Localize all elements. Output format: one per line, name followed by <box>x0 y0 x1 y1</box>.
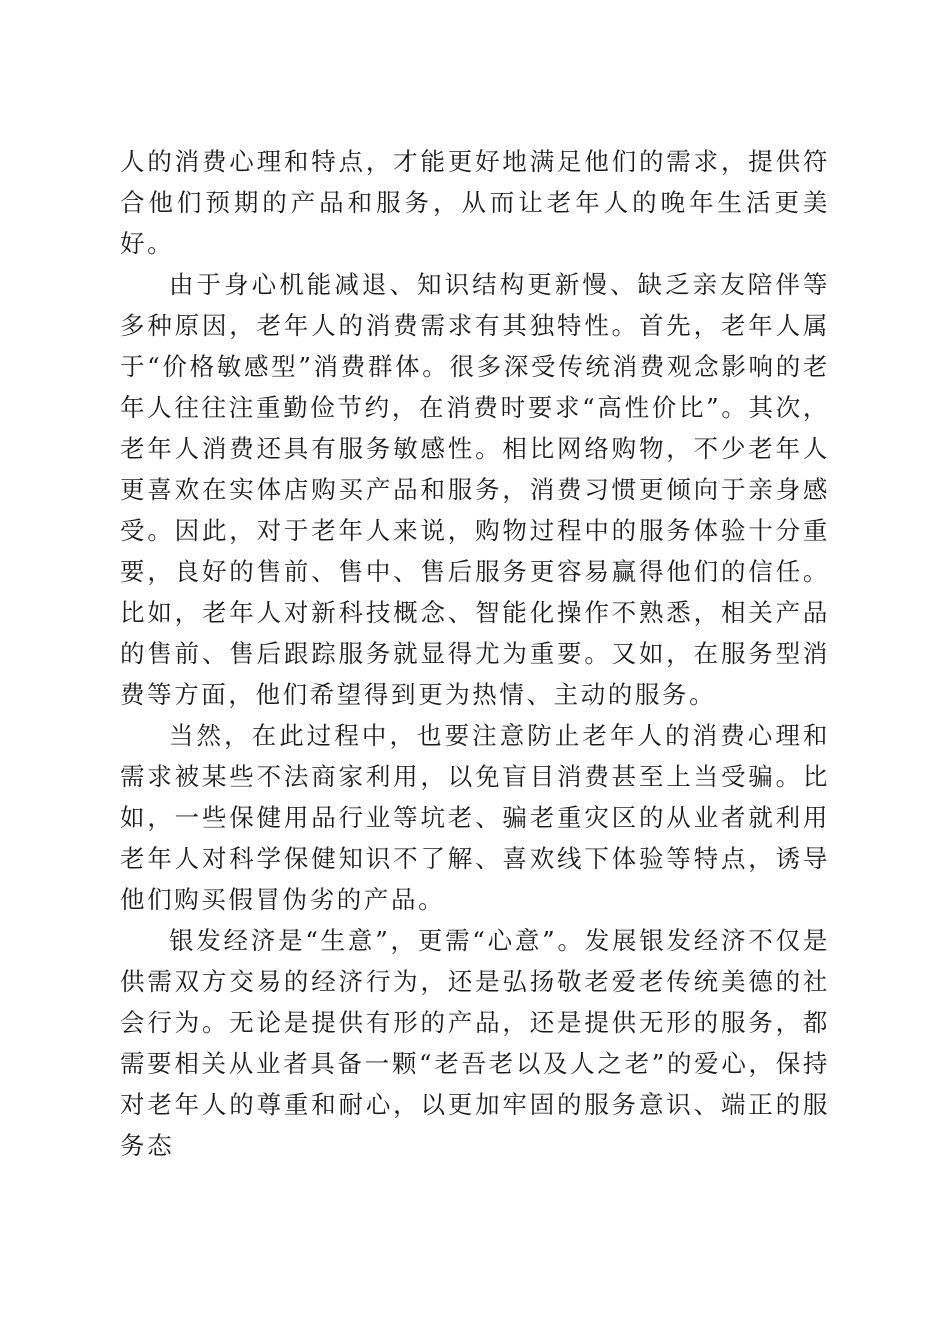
paragraph-fraud-warning: 当然，在此过程中，也要注意防止老年人的消费心理和需求被某些不法商家利用，以免盲目消费甚至上当受骗。比如，一些保健用品行业等坑老、骗老重灾区的从业者就利用老年人对科学保健知识不了解、喜欢线下体验等特点，诱导他们购买假冒伪劣的产品。 <box>120 721 830 914</box>
paragraph-continued: 人的消费心理和特点，才能更好地满足他们的需求，提供符合他们预期的产品和服务，从而让老年人的晚年生活更美好。 <box>120 147 830 258</box>
paragraph-consumer-traits: 由于身心机能减退、知识结构更新慢、缺乏亲友陪伴等多种原因，老年人的消费需求有其独特性。首先，老年人属于“价格敏感型”消费群体。很多深受传统消费观念影响的老年人往往注重勤俭节约，在消费时要求“高性价比”。其次，老年人消费还具有服务敏感性。相比网络购物，不少老年人更喜欢在实体店购买产品和服务，消费习惯更倾向于亲身感受。因此，对于老年人来说，购物过程中的服务体验十分重要，良好的售前、售中、售后服务更容易赢得他们的信任。比如，老年人对新科技概念、智能化操作不熟悉，相关产品的售前、售后跟踪服务就显得尤为重要。又如，在服务型消费等方面，他们希望得到更为热情、主动的服务。 <box>120 270 830 709</box>
paragraph-silver-economy: 银发经济是“生意”，更需“心意”。发展银发经济不仅是供需双方交易的经济行为，还是弘扬敬老爱老传统美德的社会行为。无论是提供有形的产品，还是提供无形的服务，都需要相关从业者具备一颗“老吾老以及人之老”的爱心，保持对老年人的尊重和耐心，以更加牢固的服务意识、端正的服务态 <box>120 926 830 1160</box>
body-text <box>120 141 830 1166</box>
